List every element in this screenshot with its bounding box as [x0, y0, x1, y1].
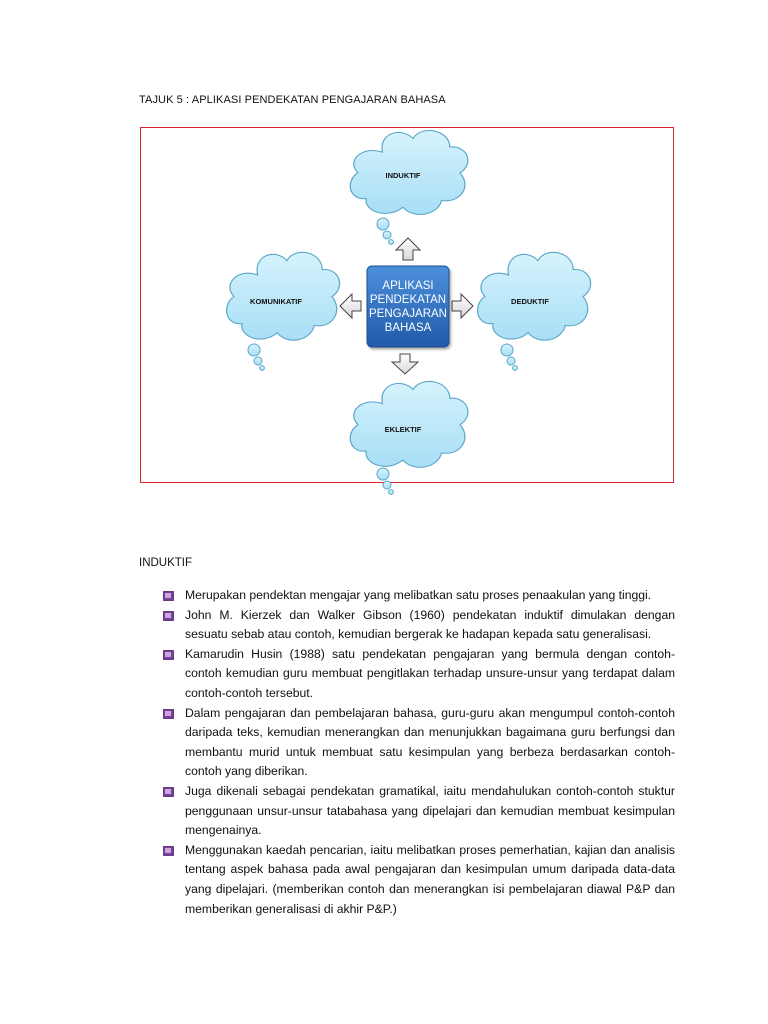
- list-item: [160, 606, 675, 645]
- cloud-node-bottom: [350, 381, 468, 494]
- bullet-text: Merupakan pendektan mengajar yang melibatkan satu proses penaakulan yang tinggi.: [185, 588, 652, 602]
- section-heading: INDUKTIF: [139, 557, 193, 569]
- arrow-right-icon: [452, 294, 473, 318]
- arrow-up-icon: [396, 238, 420, 260]
- cloud-node-right: [478, 252, 591, 370]
- list-item: [160, 704, 675, 782]
- bullet-text: Juga dikenali sebagai pendekatan gramatikal, iaitu mendahulukan contoh-contoh stuktur penggunaan unsur-unsur tatabahasa yang dipelajari dan kemudian membuat kesimpulan mengenainya.: [185, 783, 675, 838]
- list-item: [160, 841, 675, 919]
- center-label-line-3: PENGAJARAN: [369, 308, 447, 320]
- center-label-line-2: PENDEKATAN: [369, 294, 447, 306]
- list-item: [160, 782, 675, 841]
- cloud-label-top: INDUKTIF: [385, 171, 421, 180]
- purple-square-bullet-icon: [163, 650, 174, 660]
- bullet-text: John M. Kierzek dan Walker Gibson (1960) pendekatan induktif dimulakan dengan sesuatu sebab atau contoh, kemudian bergerak ke hadapan kepada satu generalisasi.: [185, 607, 675, 642]
- cloud-node-top: [350, 131, 468, 245]
- cloud-label-left: KOMUNIKATIF: [250, 297, 302, 306]
- center-label-line-1: APLIKASI: [382, 280, 434, 292]
- purple-square-bullet-icon: [163, 709, 174, 719]
- purple-square-bullet-icon: [163, 611, 174, 621]
- purple-square-bullet-icon: [163, 591, 174, 601]
- cloud-node-left: [227, 252, 340, 370]
- bullet-list: [160, 586, 675, 919]
- arrow-down-icon: [392, 354, 418, 374]
- bullet-text: Kamarudin Husin (1988) satu pendekatan pengajaran yang bermula dengan contoh-contoh kemudian guru membuat pengitlakan terhadap unsure-unsur yang terdapat dalam contoh-contoh tersebut.: [185, 646, 675, 700]
- center-label-line-4: BAHASA: [384, 322, 432, 334]
- cloud-label-bottom: EKLEKTIF: [384, 425, 422, 434]
- cloud-label-right: DEDUKTIF: [511, 297, 549, 306]
- list-item: [160, 645, 675, 704]
- center-node: [367, 266, 449, 347]
- bullet-text: Menggunakan kaedah pencarian, iaitu melibatkan proses pemerhatian, kajian dan analisis tentang aspek bahasa pada awal pengajaran dan kesimpulan umum daripada data-data yang dipelajari. (memberikan contoh dan menerangkan isi pembelajaran diawal P&P dan memberikan generalisasi di akhir P&P.): [185, 842, 675, 916]
- purple-square-bullet-icon: [163, 787, 174, 797]
- purple-square-bullet-icon: [163, 846, 174, 856]
- page-title: TAJUK 5 : APLIKASI PENDEKATAN PENGAJARAN BAHASA: [139, 94, 446, 106]
- bullet-text: Dalam pengajaran dan pembelajaran bahasa, guru-guru akan mengumpul contoh-contoh daripada teks, kemudian menerangkan dan menunjukkan bagaimana guru berfungsi dan membantu murid untuk membuat satu kesimpulan yang berbeza berdasarkan contoh-contoh yang diberikan.: [185, 705, 675, 779]
- arrow-left-icon: [340, 294, 361, 318]
- list-item: [160, 586, 675, 606]
